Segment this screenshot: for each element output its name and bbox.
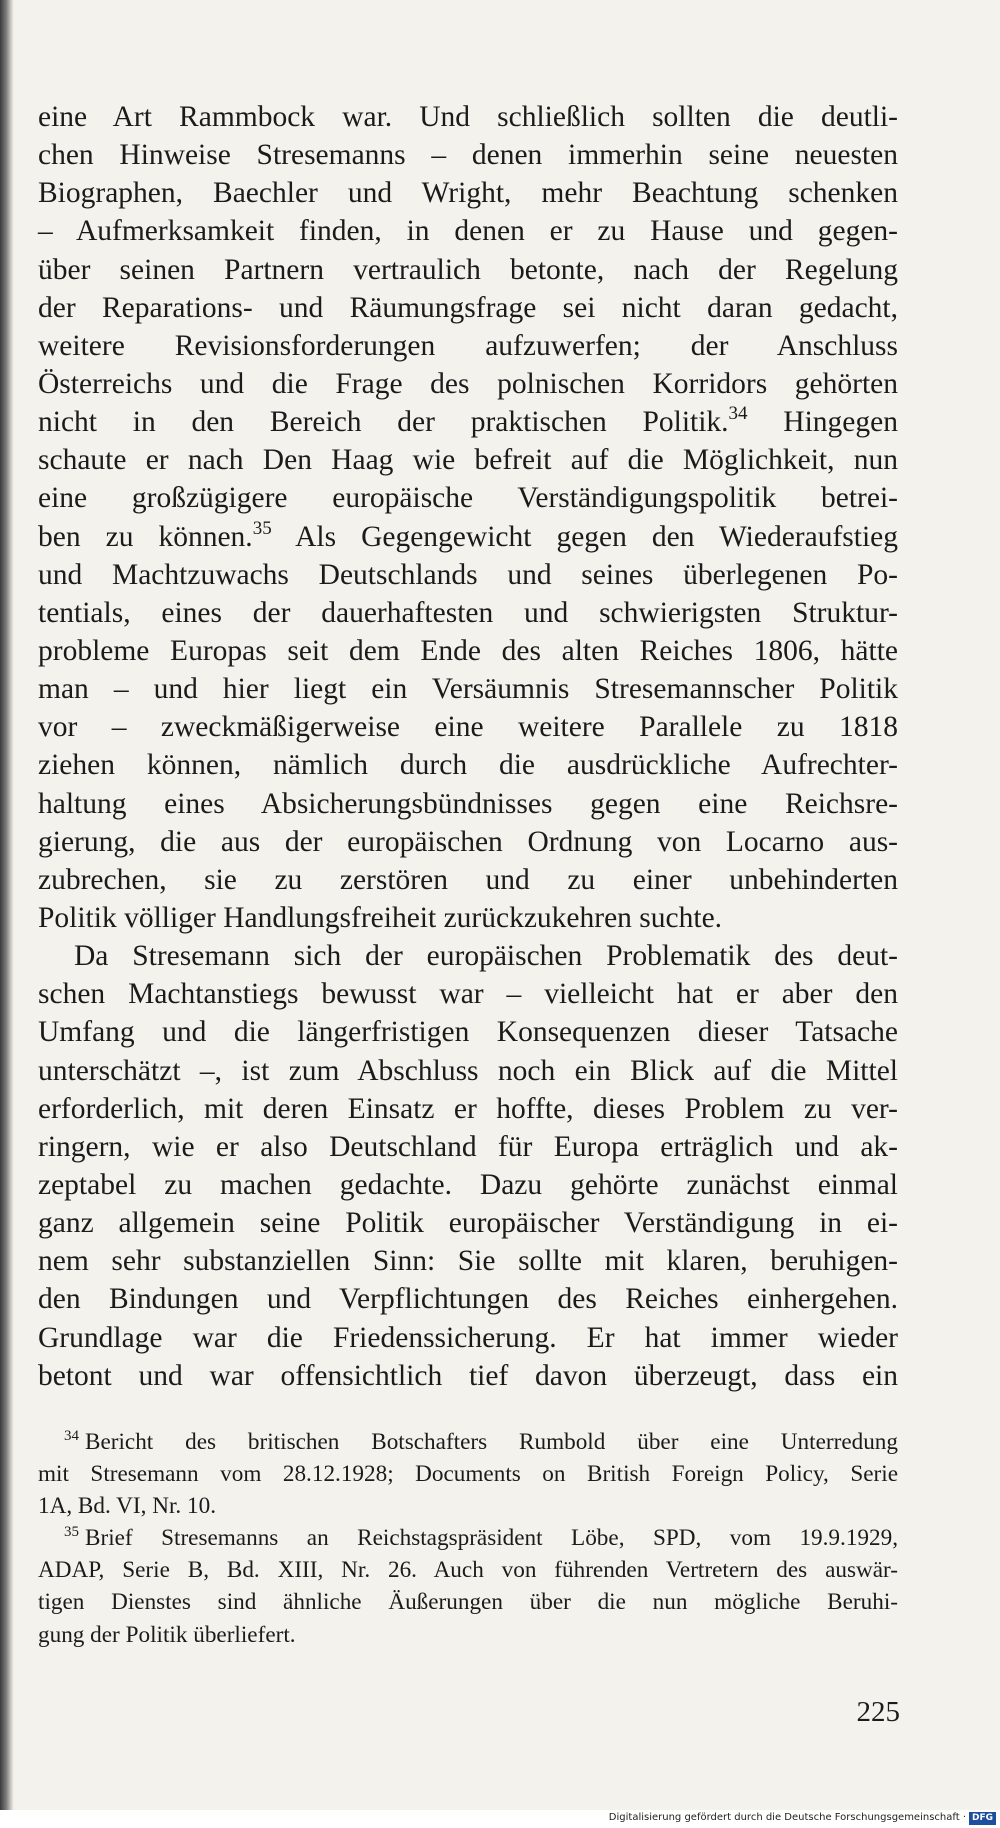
footnote-line: gung der Politik überliefert. — [38, 1621, 296, 1648]
body-line: vor – zweckmäßigerweise eine weitere Parallele zu 1818 — [38, 711, 898, 744]
body-line: der Reparations- und Räumungsfrage sei nicht daran gedacht, — [38, 291, 898, 324]
footnote-line: 1A, Bd. VI, Nr. 10. — [38, 1493, 216, 1520]
body-line: unterschätzt –, ist zum Abschluss noch ein Blick auf die Mittel — [38, 1054, 898, 1087]
body-line: gierung, die aus der europäischen Ordnung von Locarno aus- — [38, 825, 898, 858]
body-line: schaute er nach Den Haag wie befreit auf die Möglichkeit, nun — [38, 444, 898, 477]
footnote-reference-35: 35 — [252, 517, 272, 539]
body-line-text: ben zu können. — [38, 520, 253, 553]
paragraph-start-line: Da Stresemann sich der europäischen Problematik des deut- — [74, 940, 898, 973]
body-line: den Bindungen und Verpflichtungen des Reiches einhergehen. — [38, 1283, 898, 1316]
body-line: eine Art Rammbock war. Und schließlich sollten die deutli- — [38, 101, 898, 133]
body-line: ziehen können, nämlich durch die ausdrückliche Aufrechter- — [38, 749, 898, 782]
footnote-reference-34: 34 — [728, 403, 748, 425]
body-line: und Machtzuwachs Deutschlands und seines überlegenen Po- — [38, 558, 898, 591]
page-number: 225 — [856, 1696, 900, 1728]
body-line: nem sehr substanziellen Sinn: Sie sollte mit klaren, beruhigen- — [38, 1245, 898, 1278]
body-line: betont und war offensichtlich tief davon überzeugt, dass ein — [38, 1359, 898, 1392]
body-line: ganz allgemein seine Politik europäischer Verständigung in ei- — [38, 1207, 898, 1240]
dfg-logo: DFG — [969, 1812, 996, 1825]
body-line: Biographen, Baechler und Wright, mehr Beachtung schenken — [38, 177, 898, 210]
body-line: erforderlich, mit deren Einsatz er hoffte, dieses Problem zu ver- — [38, 1092, 898, 1125]
body-line: schen Machtanstiegs bewusst war – vielleicht hat er aber den — [38, 978, 898, 1011]
footnote-35 — [38, 1522, 898, 1554]
body-line: zubrechen, sie zu zerstören und zu einer unbehinderten — [38, 863, 898, 896]
book-spine-shadow — [0, 0, 14, 1810]
body-line: über seinen Partnern vertraulich betonte, nach der Regelung — [38, 253, 898, 286]
body-line: probleme Europas seit dem Ende des alten Reiches 1806, hätte — [38, 634, 898, 667]
body-line: chen Hinweise Stresemanns – denen immerhin seine neuesten — [38, 139, 898, 172]
body-line-text: nicht in den Bereich der praktischen Politik. — [38, 406, 729, 439]
body-line: tentials, eines der dauerhaftesten und schwierigsten Struktur- — [38, 596, 898, 629]
footnote-34 — [38, 1426, 898, 1458]
footnote-line-text: Brief Stresemanns an Reichstagspräsident Löbe, SPD, vom 19.9.1929, — [85, 1525, 898, 1552]
body-line-text: Hingegen — [747, 406, 898, 439]
body-line: eine großzügigere europäische Verständigungspolitik betrei- — [38, 482, 898, 515]
footnote-line: tigen Dienstes sind ähnliche Äußerungen über die nun mögliche Beruhi- — [38, 1589, 898, 1616]
footnotes — [38, 1426, 898, 1651]
body-line: Politik völliger Handlungsfreiheit zurückzukehren suchte. — [38, 901, 723, 934]
body-line: haltung eines Absicherungsbündnisses gegen eine Reichsre- — [38, 787, 898, 820]
body-line: ringern, wie er also Deutschland für Europa erträglich und ak- — [38, 1130, 898, 1163]
footnote-number: 34 — [64, 1428, 79, 1444]
body-line-text: Als Gegengewicht gegen den Wiederaufstieg — [271, 520, 898, 553]
footnote-line: ADAP, Serie B, Bd. XIII, Nr. 26. Auch von führenden Vertretern des auswär- — [38, 1557, 898, 1584]
body-line: Umfang und die längerfristigen Konsequenzen dieser Tatsache — [38, 1016, 898, 1049]
body-text — [38, 98, 898, 1395]
footnote-line-text: Bericht des britischen Botschafters Rumbold über eine Unterredung — [85, 1429, 898, 1455]
footnote-line: mit Stresemann vom 28.12.1928; Documents on British Foreign Policy, Serie — [38, 1461, 898, 1488]
body-line: Österreichs und die Frage des polnischen Korridors gehörten — [38, 367, 898, 400]
body-line: weitere Revisionsforderungen aufzuwerfen; der Anschluss — [38, 329, 898, 362]
body-line: Grundlage war die Friedenssicherung. Er hat immer wieder — [38, 1321, 898, 1354]
body-line: man – und hier liegt ein Versäumnis Stresemannscher Politik — [38, 673, 898, 706]
body-line: – Aufmerksamkeit finden, in denen er zu Hause und gegen- — [38, 215, 898, 248]
body-line — [38, 518, 898, 556]
body-line — [38, 403, 898, 441]
footnote-number: 35 — [64, 1524, 79, 1541]
body-line: zeptabel zu machen gedachte. Dazu gehörte zunächst einmal — [38, 1168, 898, 1201]
digitization-credit: Digitalisierung gefördert durch die Deutsche Forschungsgemeinschaft · — [608, 1812, 966, 1823]
